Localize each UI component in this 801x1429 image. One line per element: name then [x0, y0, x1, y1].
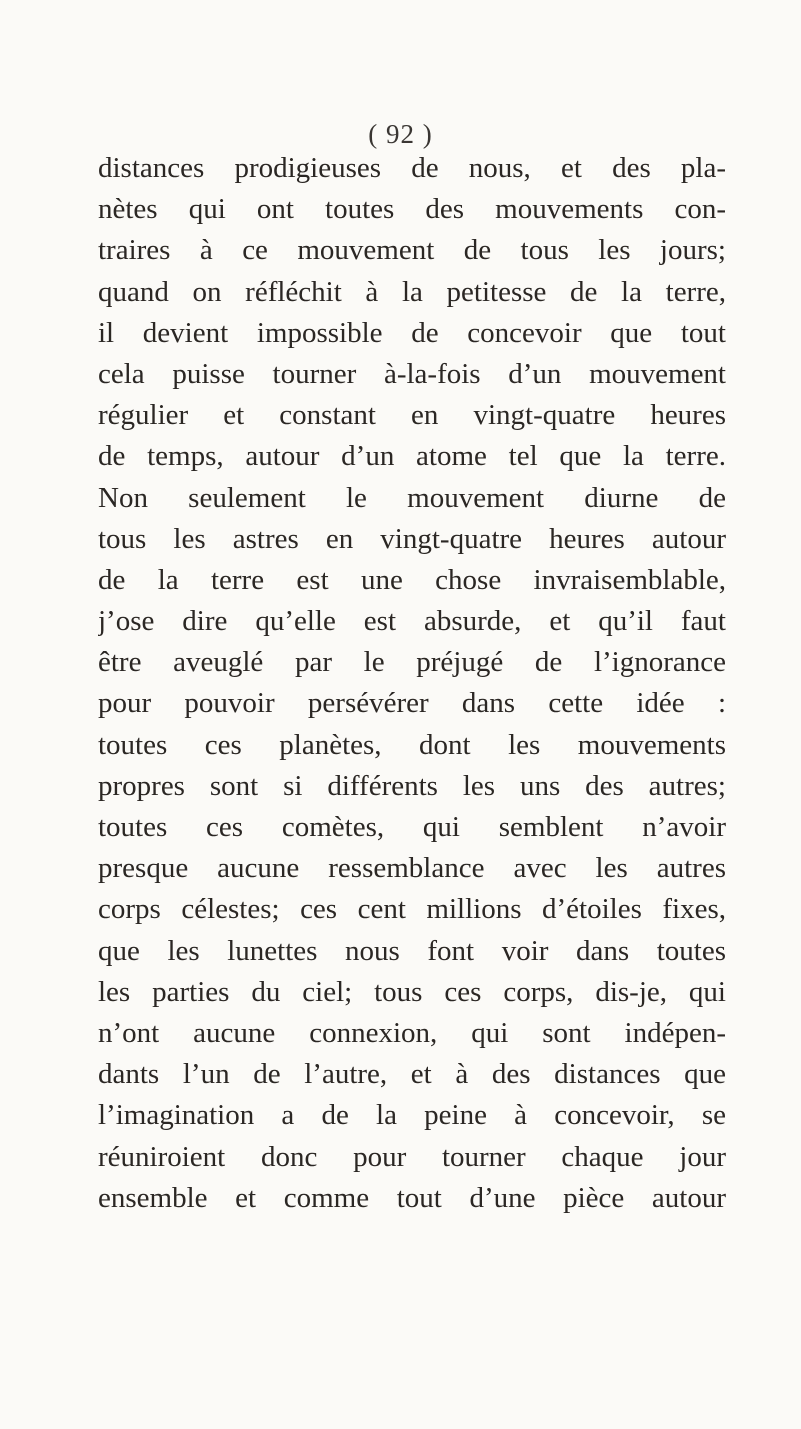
- text-line: être aveuglé par le préjugé de l’ignorance: [98, 646, 726, 679]
- text-line: les parties du ciel; tous ces corps, dis-je, qui: [98, 975, 726, 1008]
- body-text: [98, 148, 726, 1219]
- text-line: toutes ces comètes, qui semblent n’avoir: [98, 811, 726, 843]
- text-line: traires à ce mouvement de tous les jours;: [98, 234, 726, 267]
- text-line: propres sont si différents les uns des autres;: [98, 769, 726, 802]
- text-line: pour pouvoir persévérer dans cette idée :: [98, 687, 726, 720]
- text-line: réuniroient donc pour tourner chaque jour: [98, 1140, 726, 1173]
- text-line: de la terre est une chose invraisemblable,: [98, 563, 726, 596]
- text-line: n’ont aucune connexion, qui sont indépen-: [98, 1016, 726, 1049]
- text-line: ensemble et comme tout d’une pièce autour: [98, 1181, 726, 1214]
- text-line: dants l’un de l’autre, et à des distances que: [98, 1058, 726, 1091]
- text-line: toutes ces planètes, dont les mouvements: [98, 728, 726, 761]
- text-line: distances prodigieuses de nous, et des pla-: [98, 152, 726, 184]
- text-line: j’ose dire qu’elle est absurde, et qu’il faut: [98, 605, 726, 638]
- text-line: tous les astres en vingt-quatre heures autour: [98, 522, 726, 555]
- text-line: il devient impossible de concevoir que tout: [98, 316, 726, 349]
- text-line: corps célestes; ces cent millions d’étoiles fixes,: [98, 893, 726, 926]
- text-line: Non seulement le mouvement diurne de: [98, 481, 726, 514]
- text-line: de temps, autour d’un atome tel que la terre.: [98, 440, 726, 473]
- text-line: cela puisse tourner à-la-fois d’un mouvement: [98, 357, 726, 390]
- text-line: l’imagination a de la peine à concevoir, se: [98, 1099, 726, 1132]
- text-line: quand on réfléchit à la petitesse de la terre,: [98, 275, 726, 308]
- text-line: que les lunettes nous font voir dans toutes: [98, 934, 726, 967]
- text-line: presque aucune ressemblance avec les autres: [98, 852, 726, 885]
- page-number: ( 92 ): [368, 119, 433, 149]
- text-line: nètes qui ont toutes des mouvements con-: [98, 193, 726, 226]
- text-line: régulier et constant en vingt-quatre heures: [98, 399, 726, 432]
